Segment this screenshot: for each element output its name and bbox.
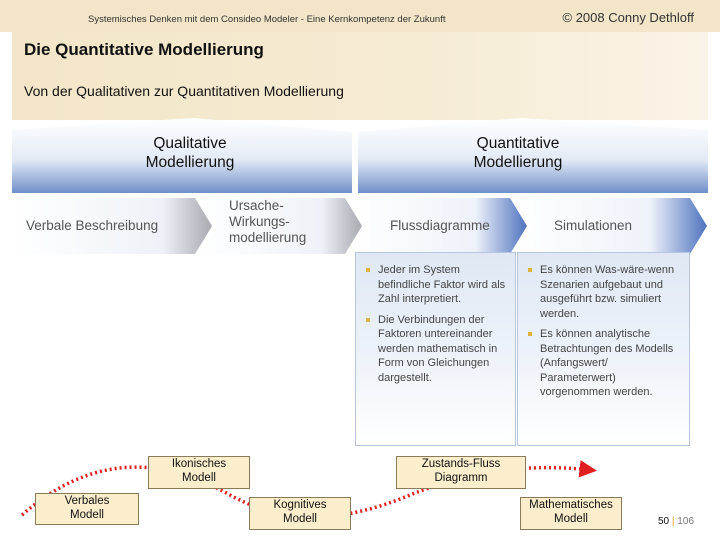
- flow-bullet: Jeder im System befindliche Faktor wird als Zahl interpretiert.: [364, 263, 509, 307]
- zustands-fluss-box: Zustands-Fluss Diagramm: [396, 456, 526, 489]
- qualitative-label: Qualitative Modellierung: [145, 135, 235, 172]
- stage-ursache: Ursache- Wirkungs- modellierung: [229, 198, 307, 246]
- quantitative-label: Quantitative Modellierung: [473, 135, 563, 172]
- page-separator: |: [671, 516, 675, 527]
- kognitives-modell-box: Kognitives Modell: [249, 497, 351, 530]
- flow-panel: [355, 252, 516, 446]
- ikonisches-modell-box: Ikonisches Modell: [148, 456, 250, 489]
- slide-title: Die Quantitative Modellierung: [24, 40, 264, 59]
- slide-subtitle: Von der Qualitativen zur Quantitativen Modellierung: [24, 83, 344, 99]
- header-subtitle: Systemisches Denken mit dem Consideo Modeler - Eine Kernkompetenz der Zukunft: [88, 14, 446, 25]
- stage-simulationen: Simulationen: [554, 218, 633, 233]
- copyright: © 2008 Conny Dethloff: [562, 10, 694, 25]
- stage-fluss: Flussdiagramme: [390, 218, 490, 233]
- page-current: 50: [658, 516, 670, 527]
- verbales-modell-box: Verbales Modell: [35, 493, 139, 525]
- page-total: 106: [677, 516, 694, 527]
- sim-bullet: Es können analytische Betrachtungen des Modells (Anfangswert/ Parameterwert) vorgenommen werden.: [526, 327, 683, 400]
- stage-verbal: Verbale Beschreibung: [26, 218, 159, 233]
- page-number: [658, 516, 694, 527]
- mathematisches-modell-box: Mathematisches Modell: [520, 497, 622, 530]
- flow-bullet: Die Verbindungen der Faktoren untereinander werden mathematisch in Form von Gleichungen dargestellt.: [364, 313, 509, 386]
- sim-panel: [517, 252, 690, 446]
- sim-bullet: Es können Was-wäre-wenn Szenarien aufgebaut und ausgeführt bzw. simuliert werden.: [526, 263, 683, 321]
